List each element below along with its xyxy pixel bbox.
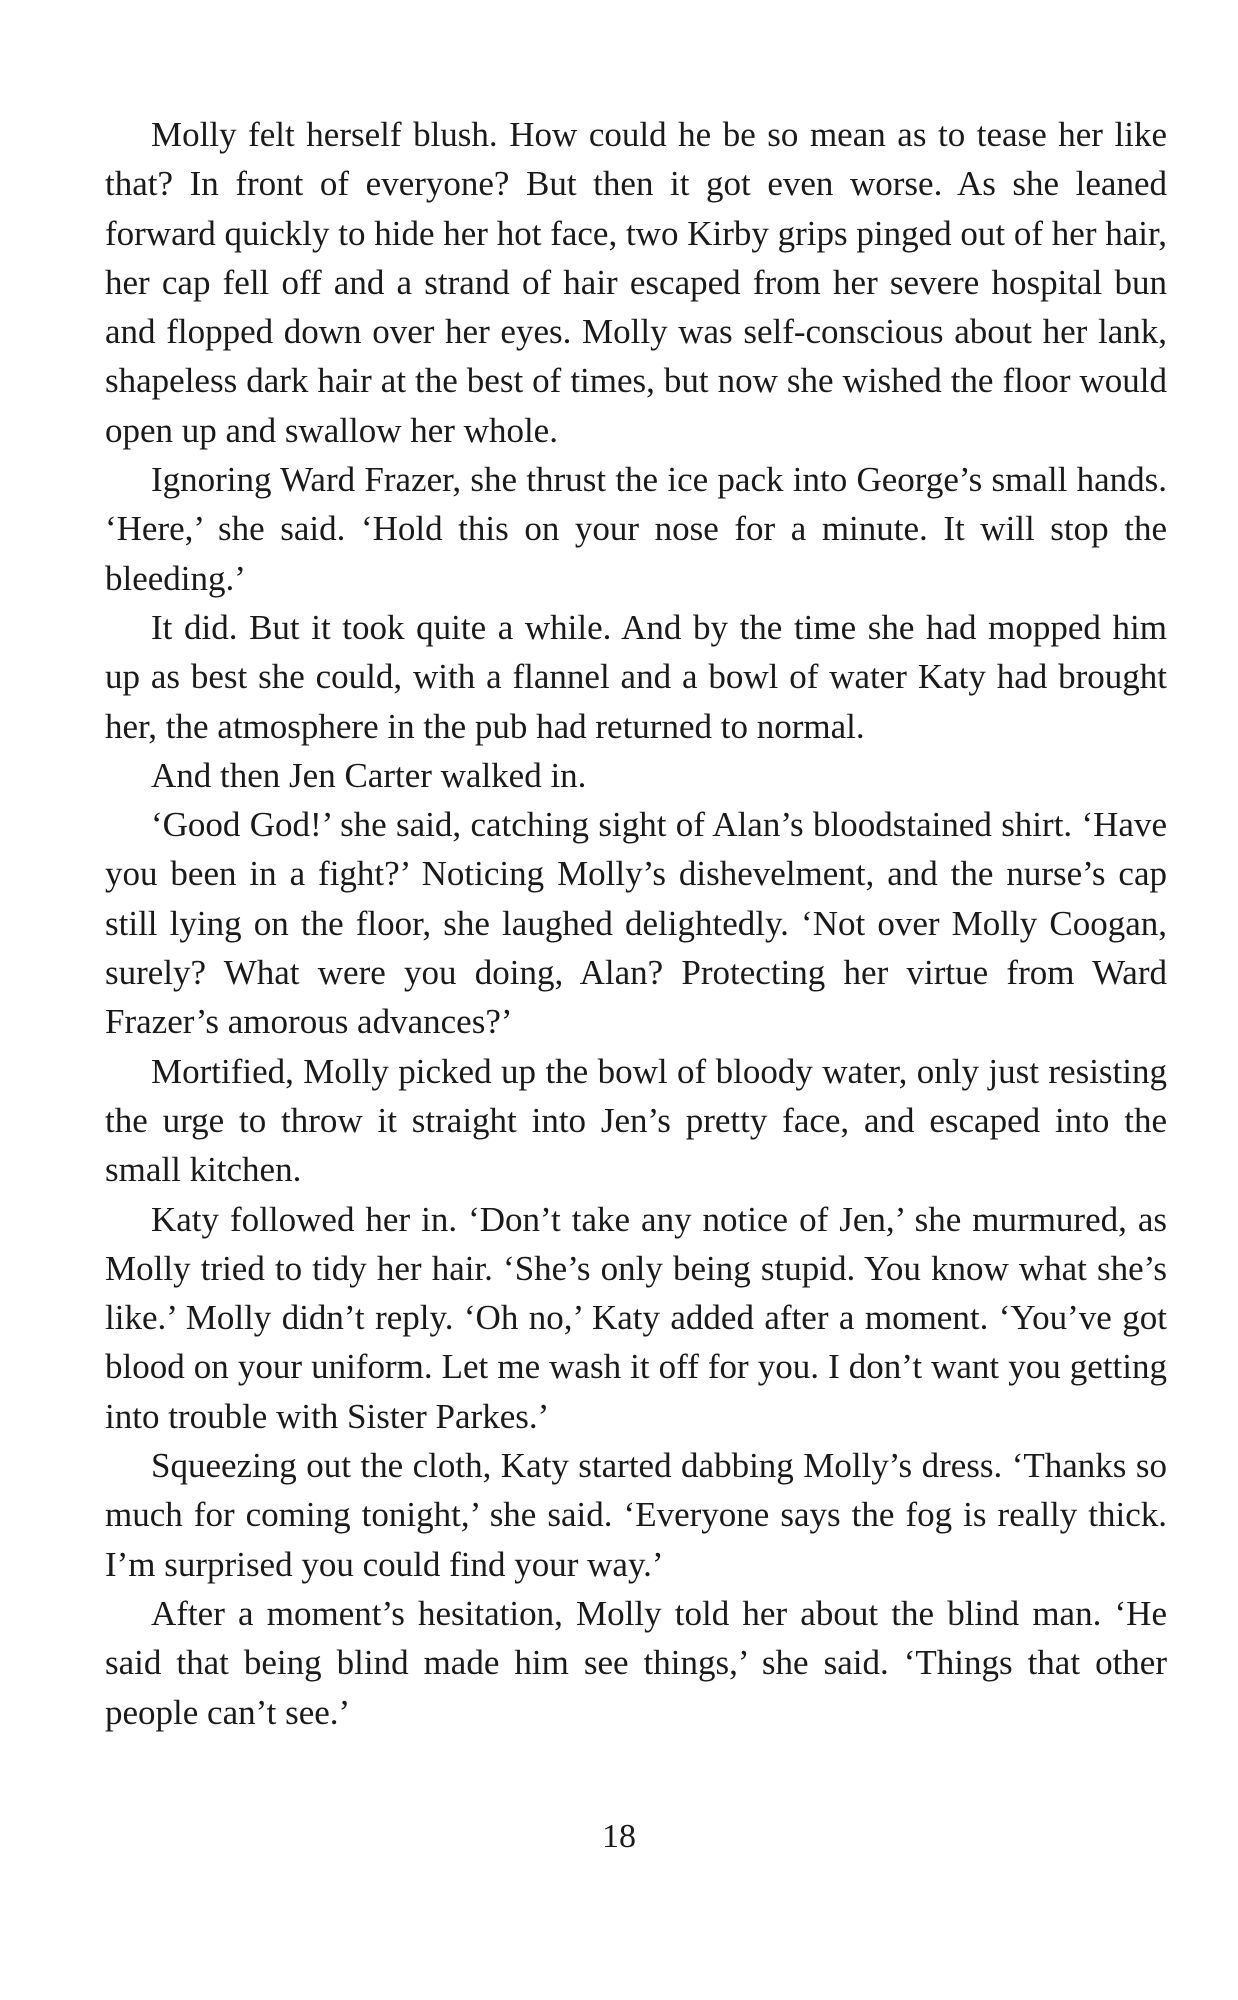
paragraph: Squeezing out the cloth, Katy started dabbing Molly’s dress. ‘Thanks so much for coming tonight,’ she said. ‘Everyone says the fog is really thick. I’m surprised you could find your way.’ <box>105 1446 1167 1584</box>
paragraph: Ignoring Ward Frazer, she thrust the ice pack into George’s small hands. ‘Here,’ she said. ‘Hold this on your nose for a minute. It will stop the bleeding.’ <box>105 460 1167 598</box>
paragraph: And then Jen Carter walked in. <box>151 755 587 795</box>
paragraph: ‘Good God!’ she said, catching sight of Alan’s bloodstained shirt. ‘Have you been in a fight?’ Noticing Molly’s dishevelment, and the nurse’s cap still lying on the floor, she laughed delightedly. ‘Not over Molly Coogan, surely? What were you doing, Alan? Protecting her virtue from Ward Frazer’s amorous advances?’ <box>105 805 1167 1042</box>
page-number: 18 <box>602 1818 636 1855</box>
body-text <box>105 110 1167 1737</box>
paragraph: Katy followed her in. ‘Don’t take any notice of Jen,’ she murmured, as Molly tried to tidy her hair. ‘She’s only being stupid. You know what she’s like.’ Molly didn’t reply. ‘Oh no,’ Katy added after a moment. ‘You’ve got blood on your uniform. Let me wash it off for you. I don’t want you getting into trouble with Sister Parkes.’ <box>105 1199 1167 1436</box>
paragraph: After a moment’s hesitation, Molly told her about the blind man. ‘He said that being blind made him see things,’ she said. ‘Things that other people can’t see.’ <box>105 1593 1167 1732</box>
paragraph: It did. But it took quite a while. And by the time she had mopped him up as best she could, with a flannel and a bowl of water Katy had brought her, the atmosphere in the pub had returned to normal. <box>105 607 1167 746</box>
paragraph: Mortified, Molly picked up the bowl of bloody water, only just resisting the urge to throw it straight into Jen’s pretty face, and escaped into the small kitchen. <box>105 1051 1167 1190</box>
paragraph: Molly felt herself blush. How could he be so mean as to tease her like that? In front of everyone? But then it got even worse. As she leaned forward quickly to hide her hot face, two Kirby grips pinged out of her hair, her cap fell off and a strand of hair escaped from her severe hospital bun and flopped down over her eyes. Molly was self-conscious about her lank, shapeless dark hair at the best of times, but now she wished the floor would open up and swallow her whole. <box>105 115 1167 450</box>
